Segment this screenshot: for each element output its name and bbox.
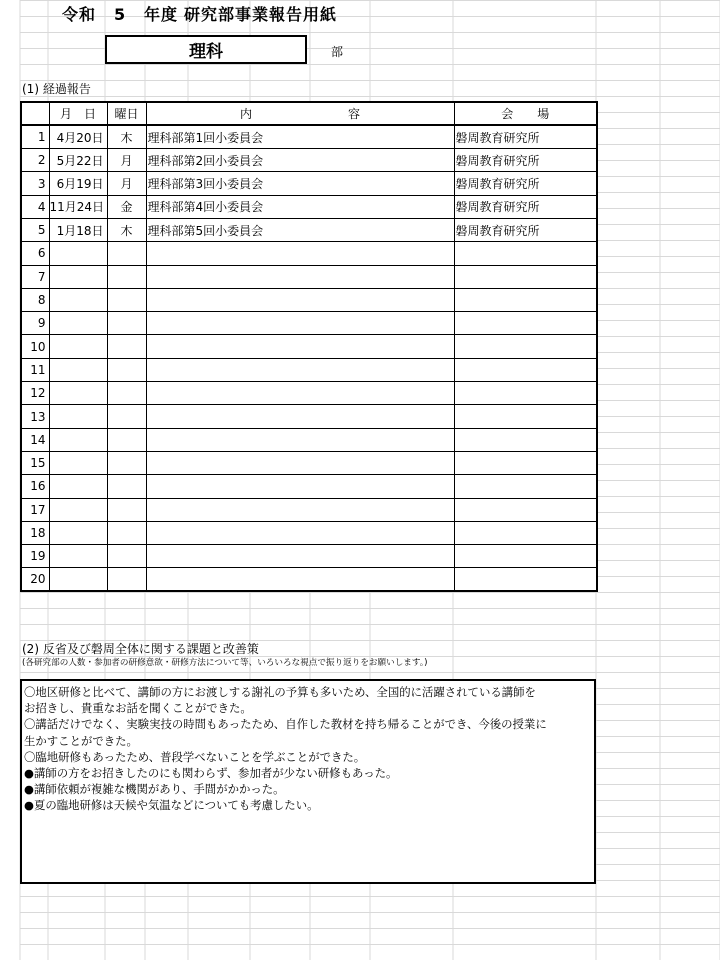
content-cell[interactable] xyxy=(146,568,454,591)
column-header-content: 内 容 xyxy=(146,102,454,125)
department-name: 理科 xyxy=(189,42,223,62)
date-cell[interactable] xyxy=(49,545,107,568)
venue-cell[interactable] xyxy=(454,358,597,381)
date-cell[interactable] xyxy=(49,498,107,521)
venue-cell[interactable]: 磐周教育研究所 xyxy=(454,125,597,148)
venue-cell[interactable] xyxy=(454,265,597,288)
content-cell[interactable] xyxy=(146,242,454,265)
content-cell[interactable] xyxy=(146,265,454,288)
reflection-line: ●講師の方をお招きしたのにも関わらず、参加者が少ない研修もあった。 xyxy=(24,766,398,781)
row-number[interactable]: 2 xyxy=(21,149,49,172)
weekday-cell[interactable] xyxy=(107,428,146,451)
reflection-line: ●夏の臨地研修は天候や気温などについても考慮したい。 xyxy=(24,798,319,813)
venue-cell[interactable]: 磐周教育研究所 xyxy=(454,172,597,195)
date-cell[interactable]: 1月18日 xyxy=(49,218,107,241)
content-cell[interactable] xyxy=(146,498,454,521)
weekday-cell[interactable] xyxy=(107,382,146,405)
venue-cell[interactable] xyxy=(454,335,597,358)
table-row xyxy=(21,428,597,451)
weekday-cell[interactable] xyxy=(107,405,146,428)
reflection-text-box[interactable] xyxy=(20,679,596,884)
table-row xyxy=(21,475,597,498)
weekday-cell[interactable] xyxy=(107,265,146,288)
section2-note: (各研究部の人数・参加者の研修意欲・研修方法について等、いろいろな視点で振り返りをお願いします。) xyxy=(22,658,428,668)
table-row xyxy=(21,568,597,591)
table-row xyxy=(21,521,597,544)
weekday-cell[interactable] xyxy=(107,335,146,358)
weekday-cell[interactable] xyxy=(107,242,146,265)
reflection-line: お招きし、貴重なお話を聞くことができた。 xyxy=(24,701,252,716)
content-cell[interactable] xyxy=(146,335,454,358)
date-cell[interactable] xyxy=(49,475,107,498)
table-row xyxy=(21,451,597,474)
column-header-venue: 会 場 xyxy=(454,102,597,125)
content-cell[interactable]: 理科部第5回小委員会 xyxy=(146,218,454,241)
content-cell[interactable] xyxy=(146,428,454,451)
date-cell[interactable]: 4月20日 xyxy=(49,125,107,148)
weekday-cell[interactable] xyxy=(107,312,146,335)
weekday-cell[interactable]: 月 xyxy=(107,149,146,172)
venue-cell[interactable] xyxy=(454,288,597,311)
date-cell[interactable] xyxy=(49,265,107,288)
weekday-cell[interactable]: 月 xyxy=(107,172,146,195)
venue-cell[interactable] xyxy=(454,382,597,405)
date-cell[interactable] xyxy=(49,288,107,311)
date-cell[interactable] xyxy=(49,312,107,335)
row-number[interactable]: 8 xyxy=(21,288,49,311)
venue-cell[interactable] xyxy=(454,312,597,335)
venue-cell[interactable] xyxy=(454,545,597,568)
department-suffix: 部 xyxy=(331,45,344,59)
weekday-cell[interactable] xyxy=(107,358,146,381)
weekday-cell[interactable] xyxy=(107,475,146,498)
reflection-line: ●講師依頼が複雑な機関があり、手間がかかった。 xyxy=(24,782,285,797)
table-row xyxy=(21,195,597,218)
table-row xyxy=(21,242,597,265)
nendo-label: 年度 xyxy=(144,5,179,24)
content-cell[interactable]: 理科部第1回小委員会 xyxy=(146,125,454,148)
venue-cell[interactable] xyxy=(454,498,597,521)
row-number[interactable]: 3 xyxy=(21,172,49,195)
row-number[interactable]: 1 xyxy=(21,125,49,148)
content-cell[interactable] xyxy=(146,312,454,335)
weekday-cell[interactable]: 金 xyxy=(107,195,146,218)
table-row xyxy=(21,335,597,358)
department-name-box[interactable] xyxy=(105,35,307,64)
date-cell[interactable]: 5月22日 xyxy=(49,149,107,172)
table-row xyxy=(21,265,597,288)
weekday-cell[interactable]: 木 xyxy=(107,125,146,148)
row-number[interactable]: 20 xyxy=(21,568,49,591)
activity-log-table xyxy=(20,101,598,592)
content-cell[interactable]: 理科部第4回小委員会 xyxy=(146,195,454,218)
row-number[interactable]: 19 xyxy=(21,545,49,568)
date-cell[interactable] xyxy=(49,451,107,474)
table-row xyxy=(21,288,597,311)
content-cell[interactable]: 理科部第2回小委員会 xyxy=(146,149,454,172)
weekday-cell[interactable]: 木 xyxy=(107,218,146,241)
venue-cell[interactable]: 磐周教育研究所 xyxy=(454,195,597,218)
content-cell[interactable] xyxy=(146,358,454,381)
reflection-line: 〇講話だけでなく、実験実技の時間もあったため、自作した教材を持ち帰ることができ、今後の授業に xyxy=(24,717,547,732)
date-cell[interactable] xyxy=(49,382,107,405)
weekday-cell[interactable] xyxy=(107,545,146,568)
date-cell[interactable] xyxy=(49,358,107,381)
venue-cell[interactable] xyxy=(454,242,597,265)
column-header-date: 月 日 xyxy=(49,102,107,125)
table-row xyxy=(21,545,597,568)
era-label: 令和 xyxy=(62,5,97,24)
weekday-cell[interactable] xyxy=(107,498,146,521)
content-cell[interactable] xyxy=(146,288,454,311)
row-number[interactable]: 5 xyxy=(21,218,49,241)
date-cell[interactable]: 6月19日 xyxy=(49,172,107,195)
weekday-cell[interactable] xyxy=(107,288,146,311)
date-cell[interactable] xyxy=(49,428,107,451)
section2-title: (2) 反省及び磐周全体に関する課題と改善策 xyxy=(22,642,259,656)
table-row xyxy=(21,125,597,148)
report-title xyxy=(62,2,337,25)
venue-cell[interactable] xyxy=(454,451,597,474)
date-cell[interactable] xyxy=(49,405,107,428)
weekday-cell[interactable] xyxy=(107,521,146,544)
content-cell[interactable] xyxy=(146,451,454,474)
row-number[interactable]: 12 xyxy=(21,382,49,405)
weekday-cell[interactable] xyxy=(107,451,146,474)
column-header-number xyxy=(21,102,49,125)
row-number[interactable]: 10 xyxy=(21,335,49,358)
table-row xyxy=(21,312,597,335)
content-cell[interactable] xyxy=(146,521,454,544)
row-number[interactable]: 9 xyxy=(21,312,49,335)
venue-cell[interactable] xyxy=(454,405,597,428)
reflection-line: 〇臨地研修もあったため、普段学べないことを学ぶことができた。 xyxy=(24,749,366,764)
reflection-line: 生かすことができた。 xyxy=(24,733,138,748)
row-number[interactable]: 17 xyxy=(21,498,49,521)
content-cell[interactable] xyxy=(146,405,454,428)
table-row xyxy=(21,498,597,521)
row-number[interactable]: 18 xyxy=(21,521,49,544)
column-header-weekday: 曜日 xyxy=(107,102,146,125)
content-cell[interactable] xyxy=(146,382,454,405)
row-number[interactable]: 11 xyxy=(21,358,49,381)
content-cell[interactable] xyxy=(146,545,454,568)
table-row xyxy=(21,172,597,195)
venue-cell[interactable] xyxy=(454,568,597,591)
venue-cell[interactable] xyxy=(454,521,597,544)
reflection-line: 〇地区研修と比べて、講師の方にお渡しする謝礼の予算も多いため、全国的に活躍されている講師を xyxy=(24,685,536,699)
row-number[interactable]: 4 xyxy=(21,195,49,218)
row-number[interactable]: 7 xyxy=(21,265,49,288)
row-number[interactable]: 13 xyxy=(21,405,49,428)
row-number[interactable]: 15 xyxy=(21,451,49,474)
date-cell[interactable] xyxy=(49,521,107,544)
table-header-row xyxy=(21,102,597,125)
table-row xyxy=(21,382,597,405)
venue-cell[interactable] xyxy=(454,428,597,451)
table-row xyxy=(21,149,597,172)
table-row xyxy=(21,218,597,241)
row-number[interactable]: 14 xyxy=(21,428,49,451)
content-cell[interactable] xyxy=(146,475,454,498)
table-row xyxy=(21,358,597,381)
row-number[interactable]: 6 xyxy=(21,242,49,265)
title-text: 研究部事業報告用紙 xyxy=(184,5,338,24)
content-cell[interactable]: 理科部第3回小委員会 xyxy=(146,172,454,195)
year-value: 5 xyxy=(114,5,127,24)
venue-cell[interactable]: 磐周教育研究所 xyxy=(454,218,597,241)
venue-cell[interactable] xyxy=(454,475,597,498)
table-row xyxy=(21,405,597,428)
weekday-cell[interactable] xyxy=(107,568,146,591)
date-cell[interactable]: 11月24日 xyxy=(49,195,107,218)
date-cell[interactable] xyxy=(49,568,107,591)
row-number[interactable]: 16 xyxy=(21,475,49,498)
section1-title: (1) 経過報告 xyxy=(22,82,91,96)
date-cell[interactable] xyxy=(49,335,107,358)
date-cell[interactable] xyxy=(49,242,107,265)
venue-cell[interactable]: 磐周教育研究所 xyxy=(454,149,597,172)
